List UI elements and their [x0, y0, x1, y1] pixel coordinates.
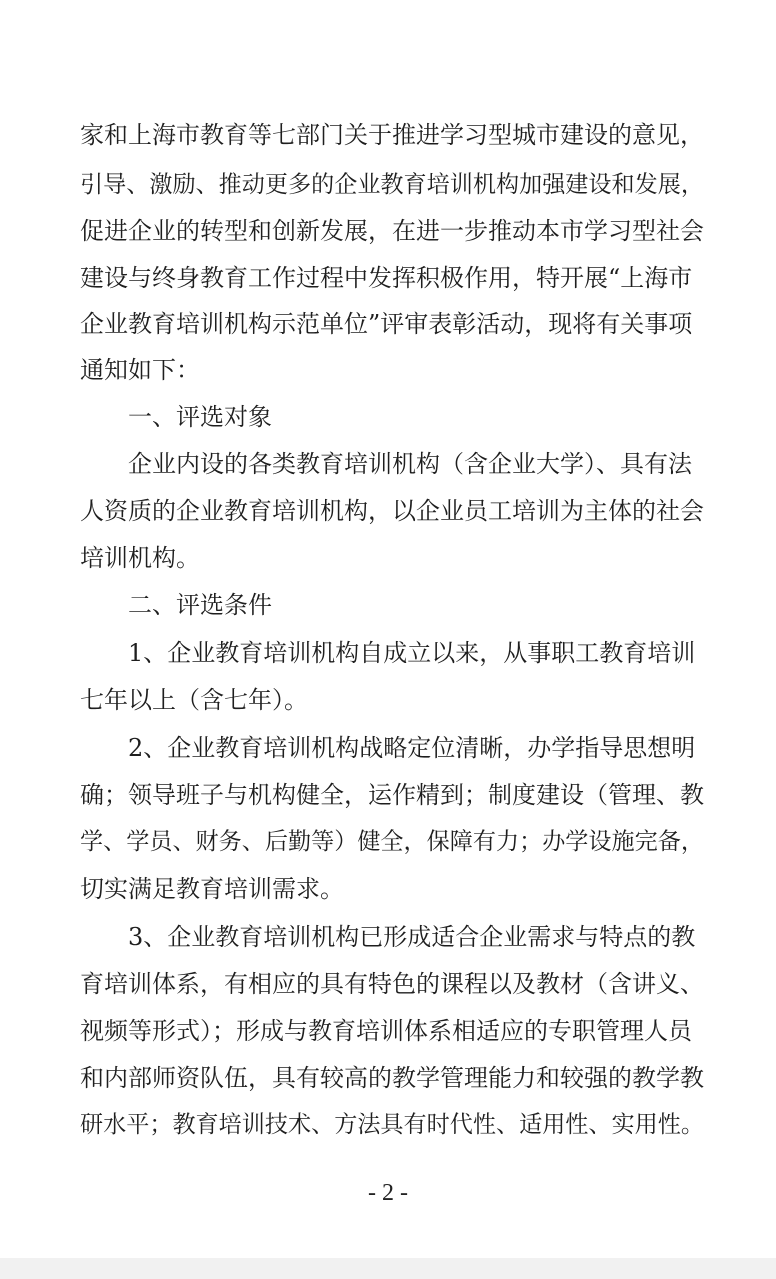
text-line-9: 人资质的企业教育培训机构，以企业员工培训为主体的社会 [80, 497, 704, 525]
text-line-14: 2、企业教育培训机构战略定位清晰，办学指导思想明 [128, 734, 696, 762]
bottom-strip [0, 1258, 776, 1279]
text-line-17: 切实满足教育培训需求。 [80, 875, 344, 903]
text-line-16: 学、学员、财务、后勤等）健全，保障有力；办学设施完备， [80, 829, 704, 855]
text-line-20: 视频等形式）；形成与教育培训体系相适应的专职管理人员 [80, 1017, 692, 1045]
text-line-4: 建设与终身教育工作过程中发挥积极作用，特开展“上海市 [80, 264, 693, 292]
text-line-21: 和内部师资队伍，具有较高的教学管理能力和较强的教学教 [80, 1064, 704, 1092]
text-line-3: 促进企业的转型和创新发展，在进一步推动本市学习型社会 [80, 217, 704, 245]
text-line-19: 育培训体系，有相应的具有特色的课程以及教材（含讲义、 [80, 970, 704, 998]
text-line-1: 家和上海市教育等七部门关于推进学习型城市建设的意见， [80, 121, 704, 149]
section-heading-1: 一、评选对象 [128, 403, 272, 431]
text-line-8: 企业内设的各类教育培训机构（含企业大学）、具有法 [128, 450, 692, 478]
text-line-6: 通知如下： [80, 356, 200, 384]
text-line-12: 1、企业教育培训机构自成立以来，从事职工教育培训 [128, 639, 696, 667]
text-line-10: 培训机构。 [80, 544, 200, 572]
text-line-5: 企业教育培训机构示范单位”评审表彰活动，现将有关事项 [80, 310, 693, 338]
text-line-2: 引导、激励、推动更多的企业教育培训机构加强建设和发展， [80, 172, 704, 198]
text-line-15: 确；领导班子与机构健全，运作精到；制度建设（管理、教 [80, 781, 704, 809]
text-line-22: 研水平；教育培训技术、方法具有时代性、适用性、实用性。 [80, 1112, 704, 1138]
page-number: - 2 - [368, 1180, 408, 1206]
text-line-18: 3、企业教育培训机构已形成适合企业需求与特点的教 [128, 923, 696, 951]
section-heading-2: 二、评选条件 [128, 591, 272, 619]
text-line-13: 七年以上（含七年）。 [80, 686, 308, 714]
